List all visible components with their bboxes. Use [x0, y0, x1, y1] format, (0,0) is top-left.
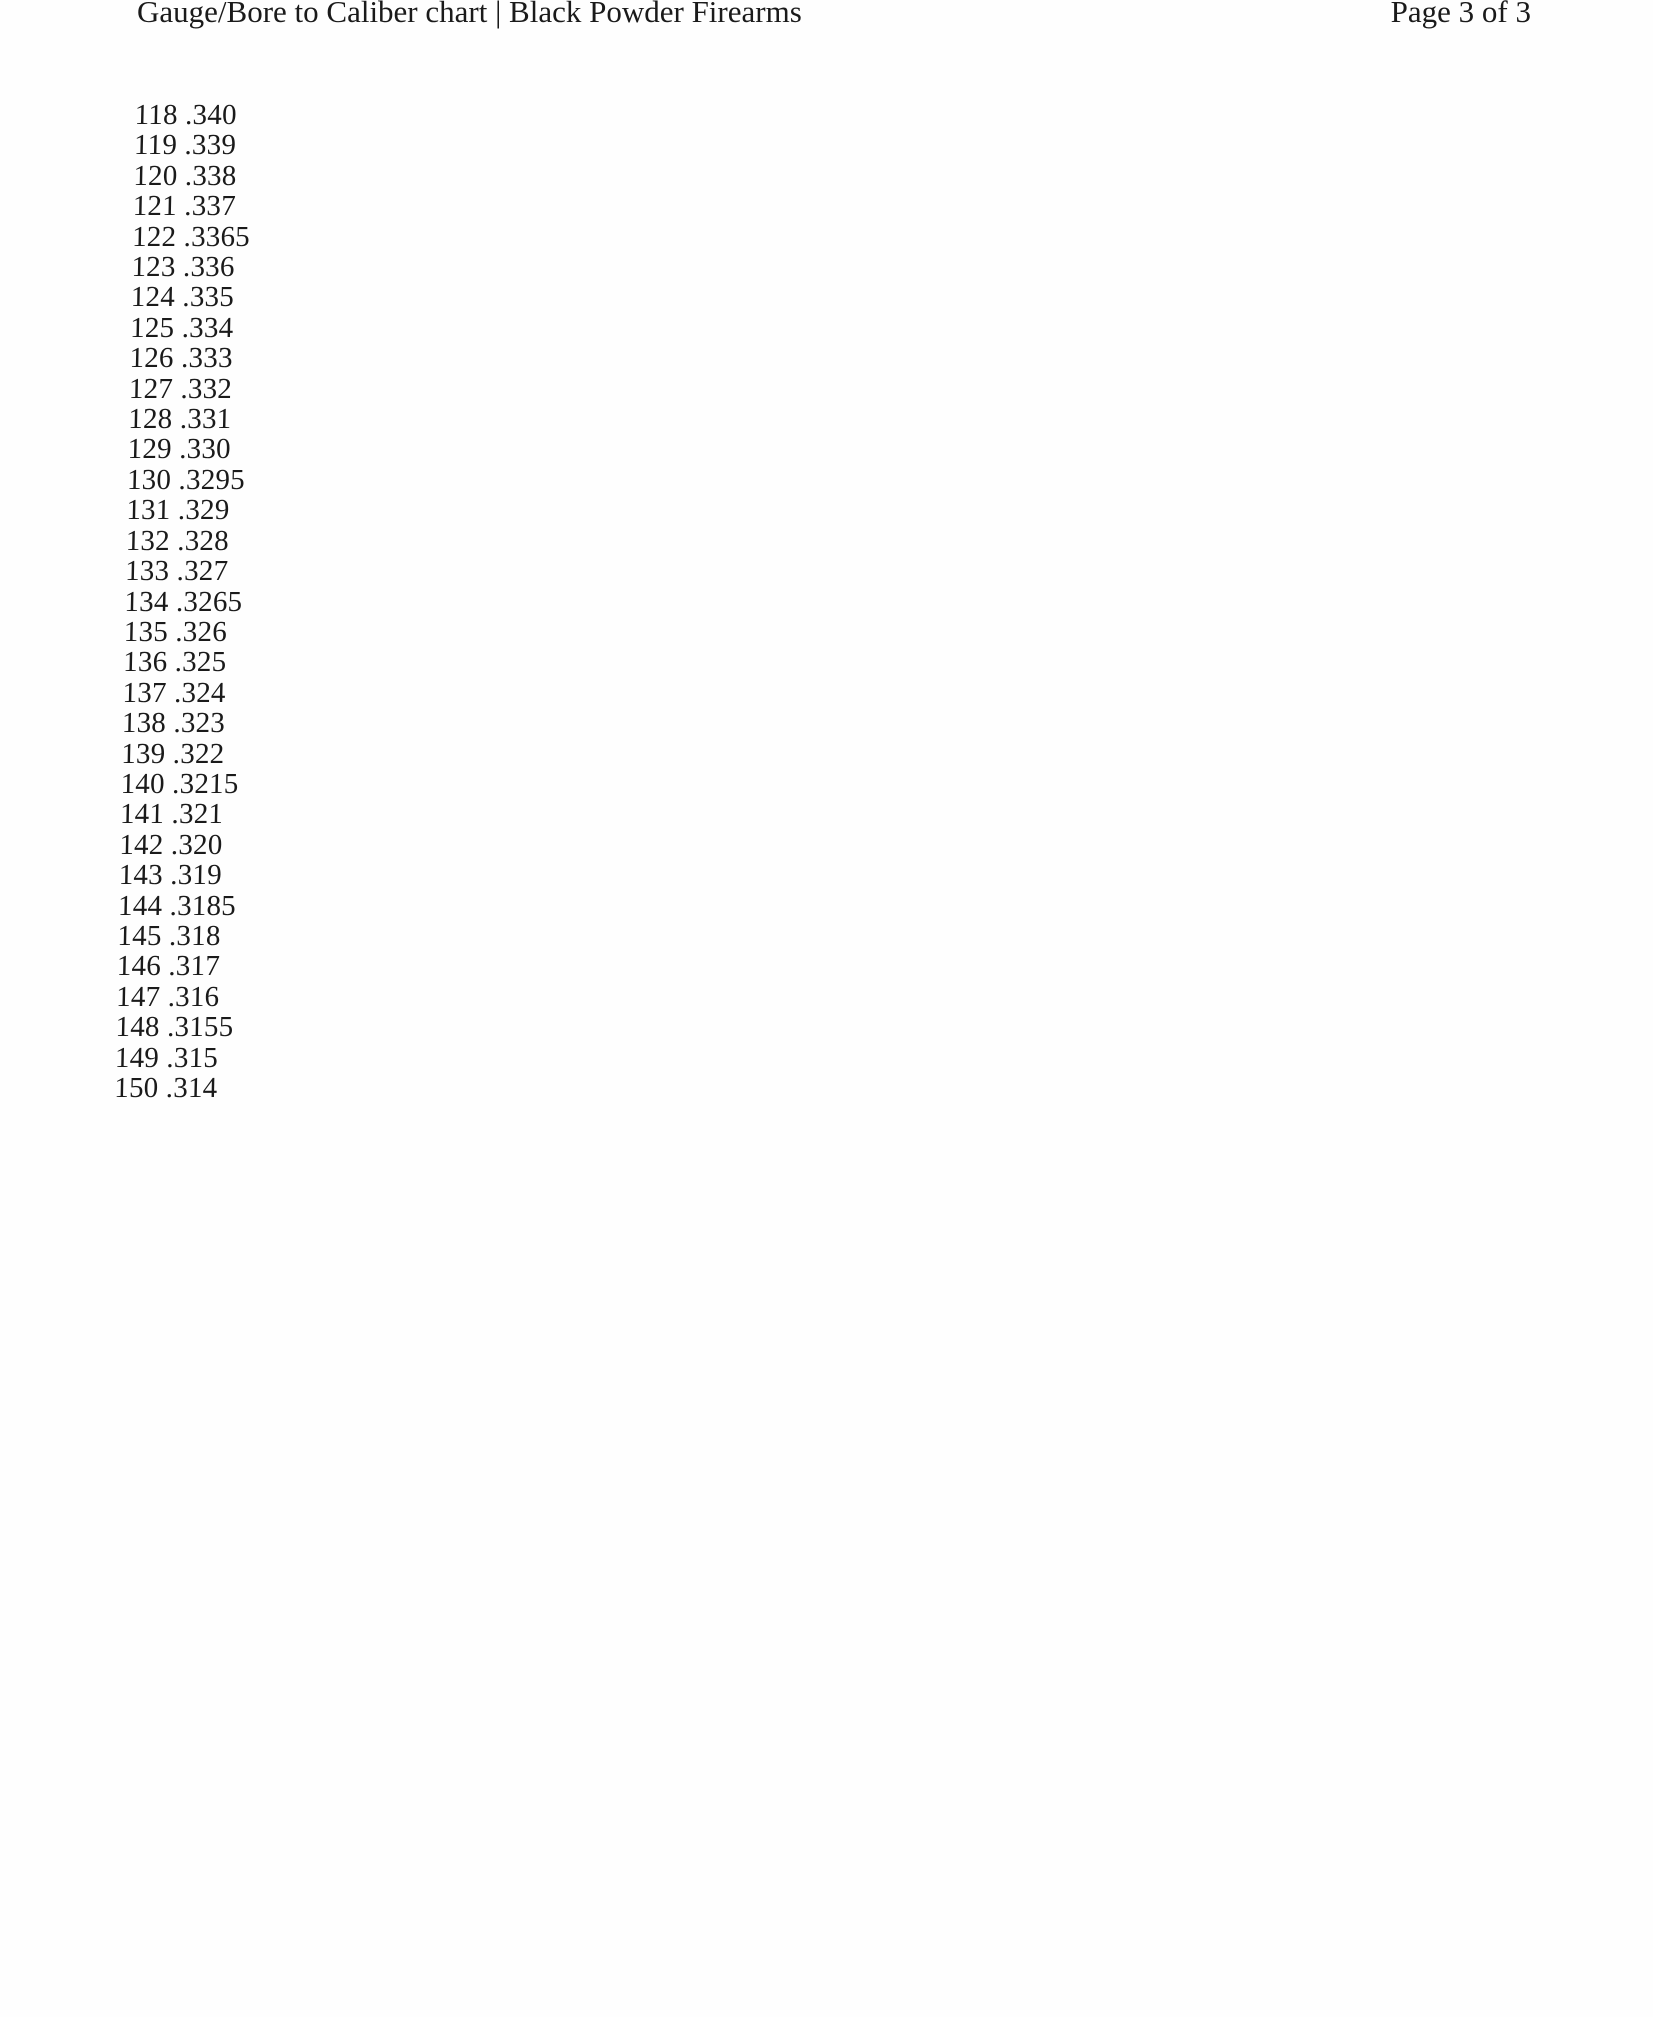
gauge-row: [115, 1043, 233, 1073]
gauge-row: [119, 830, 237, 860]
caliber-value: .317: [168, 950, 221, 983]
gauge-row: [115, 1012, 233, 1042]
gauge-value: 132: [125, 524, 171, 557]
caliber-value: .333: [180, 342, 234, 375]
gauge-row: [131, 282, 249, 312]
caliber-value: .338: [184, 159, 237, 192]
gauge-row: [117, 921, 235, 951]
caliber-value: .332: [180, 372, 233, 405]
gauge-value: 134: [124, 585, 169, 618]
running-header: [137, 0, 1531, 32]
caliber-value: .336: [182, 251, 235, 284]
gauge-row: [126, 495, 244, 525]
caliber-value: .3265: [175, 585, 243, 618]
caliber-value: .3155: [166, 1011, 234, 1044]
gauge-row: [129, 374, 247, 404]
gauge-row: [130, 313, 248, 343]
gauge-value: 133: [124, 555, 170, 588]
gauge-row: [127, 465, 245, 495]
gauge-row: [132, 191, 250, 221]
gauge-row: [120, 769, 238, 799]
caliber-value: .327: [176, 555, 229, 588]
gauge-row: [128, 404, 246, 434]
gauge-value: 120: [133, 159, 178, 192]
caliber-value: .326: [175, 615, 228, 648]
gauge-row: [118, 860, 236, 890]
gauge-row: [122, 678, 240, 708]
gauge-row: [134, 100, 252, 130]
gauge-value: 119: [133, 129, 178, 162]
gauge-value: 147: [115, 980, 161, 1013]
gauge-value: 118: [134, 99, 179, 131]
caliber-value: .330: [178, 433, 232, 466]
gauge-value: 124: [130, 281, 176, 314]
caliber-value: .314: [165, 1072, 218, 1104]
gauge-value: 142: [119, 828, 164, 861]
gauge-value: 143: [118, 859, 164, 892]
gauge-row: [124, 617, 242, 647]
caliber-value: .3185: [169, 889, 237, 922]
gauge-value: 135: [123, 615, 169, 648]
gauge-value: 148: [115, 1011, 161, 1044]
gauge-value: 137: [122, 676, 168, 709]
gauge-row: [127, 434, 245, 464]
gauge-row: [133, 161, 251, 191]
page-number: Page 3 of 3: [1390, 0, 1531, 29]
gauge-value: 146: [116, 950, 162, 983]
header-title: Gauge/Bore to Caliber chart | Black Powder Firearms: [137, 0, 802, 29]
caliber-value: .339: [184, 129, 237, 162]
gauge-row: [117, 951, 235, 981]
caliber-value: .324: [173, 676, 227, 709]
gauge-row: [121, 739, 239, 769]
gauge-row: [120, 799, 238, 829]
gauge-value: 136: [122, 646, 168, 679]
gauge-value: 130: [126, 463, 172, 496]
caliber-value: .334: [181, 311, 234, 344]
caliber-value: .335: [182, 281, 235, 314]
gauge-value: 127: [128, 372, 174, 405]
caliber-value: .3215: [171, 767, 239, 800]
gauge-value: 140: [120, 767, 166, 800]
caliber-value: .329: [177, 494, 230, 527]
caliber-value: .318: [168, 919, 221, 952]
gauge-value: 128: [127, 403, 173, 436]
gauge-value: 144: [117, 889, 163, 922]
caliber-value: .315: [166, 1041, 219, 1074]
caliber-value: .322: [172, 737, 225, 770]
caliber-value: .328: [176, 524, 230, 557]
caliber-value: .316: [167, 980, 220, 1013]
gauge-row: [129, 343, 247, 373]
gauge-row: [123, 647, 241, 677]
gauge-caliber-list: [114, 100, 253, 1103]
gauge-row: [125, 556, 243, 586]
gauge-value: 129: [127, 433, 173, 466]
gauge-value: 145: [117, 919, 162, 952]
caliber-value: .337: [184, 190, 237, 223]
gauge-value: 138: [121, 707, 167, 740]
gauge-value: 150: [113, 1072, 159, 1104]
gauge-row: [114, 1073, 232, 1103]
gauge-row: [131, 252, 249, 282]
gauge-value: 121: [132, 190, 178, 223]
gauge-value: 149: [114, 1041, 160, 1074]
gauge-value: 126: [129, 342, 175, 375]
gauge-row: [124, 587, 242, 617]
caliber-value: .340: [184, 99, 238, 131]
gauge-row: [125, 526, 243, 556]
gauge-value: 123: [131, 251, 176, 284]
gauge-value: 122: [131, 220, 177, 253]
caliber-value: .3365: [183, 220, 251, 253]
gauge-value: 125: [129, 311, 175, 344]
caliber-value: .331: [179, 403, 232, 436]
gauge-value: 131: [126, 494, 171, 527]
caliber-value: .325: [174, 646, 227, 679]
gauge-row: [122, 708, 240, 738]
gauge-row: [118, 891, 236, 921]
caliber-value: .3295: [178, 463, 246, 496]
caliber-value: .320: [170, 828, 223, 861]
caliber-value: .319: [169, 859, 223, 892]
gauge-row: [134, 130, 252, 160]
caliber-value: .321: [171, 798, 224, 831]
gauge-value: 139: [120, 737, 166, 770]
gauge-row: [116, 982, 234, 1012]
caliber-value: .323: [173, 707, 226, 740]
gauge-row: [132, 222, 250, 252]
gauge-value: 141: [119, 798, 165, 831]
